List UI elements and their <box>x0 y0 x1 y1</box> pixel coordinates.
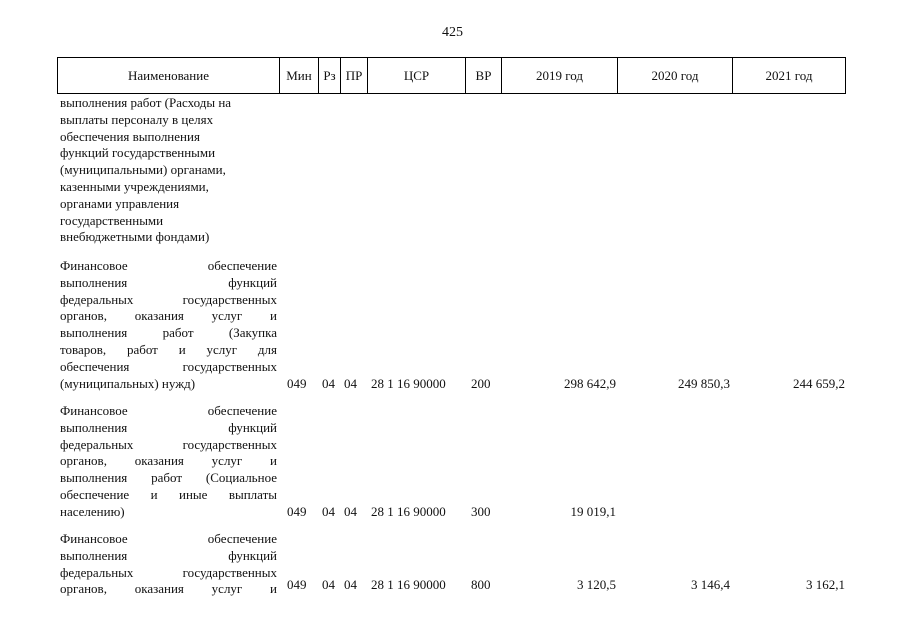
description-line: органами управления <box>60 195 180 211</box>
header-2019: 2019 год <box>501 58 617 93</box>
cell-pr: 04 <box>344 504 357 519</box>
table-row <box>0 375 905 392</box>
cell-csr: 28 1 16 90000 <box>371 376 446 391</box>
description-line: органов, оказания услуг и <box>60 453 277 469</box>
header-csr: ЦСР <box>367 58 465 93</box>
description-line: обеспечения государственных <box>60 358 277 374</box>
table-row <box>0 503 905 520</box>
description-line: выполнения работ (Расходы на <box>60 95 232 110</box>
description-line: государственными <box>60 212 164 228</box>
cell-csr: 28 1 16 90000 <box>371 504 446 519</box>
description-line: федеральных государственных <box>60 436 277 452</box>
description-line: Финансовое обеспечение <box>60 258 277 273</box>
header-2021: 2021 год <box>732 58 846 93</box>
table-row <box>0 576 905 593</box>
description-line: товаров, работ и услуг для <box>60 341 277 357</box>
cell-2021: 3 162,1 <box>806 577 845 592</box>
cell-vr: 800 <box>471 577 491 592</box>
cell-csr: 28 1 16 90000 <box>371 577 446 592</box>
cell-2019: 298 642,9 <box>564 376 616 391</box>
description-line: Финансовое обеспечение <box>60 403 277 418</box>
description-line: (муниципальных) нужд) <box>60 375 196 391</box>
header-rz: Рз <box>318 58 340 93</box>
description-line: внебюджетными фондами) <box>60 229 210 245</box>
cell-min: 049 <box>287 376 307 391</box>
description-line: выплаты персоналу в целях <box>60 111 214 127</box>
cell-pr: 04 <box>344 577 357 592</box>
page-number: 425 <box>442 25 463 40</box>
cell-vr: 200 <box>471 376 491 391</box>
cell-2021: 244 659,2 <box>793 376 845 391</box>
header-pr: ПР <box>340 58 367 93</box>
description-line: федеральных государственных <box>60 564 277 580</box>
description-line: выполнения работ (Закупка <box>60 325 277 341</box>
cell-vr: 300 <box>471 504 491 519</box>
description-line: (муниципальными) органами, <box>60 162 226 178</box>
table-row-description <box>60 95 277 246</box>
cell-rz: 04 <box>322 504 335 519</box>
description-line: федеральных государственных <box>60 291 277 307</box>
table-row-description <box>60 258 277 392</box>
description-line: казенными учреждениями, <box>60 178 209 194</box>
cell-min: 049 <box>287 504 307 519</box>
cell-2019: 3 120,5 <box>577 577 616 592</box>
description-line: выполнения функций <box>60 547 277 563</box>
cell-pr: 04 <box>344 376 357 391</box>
description-line: органов, оказания услуг и <box>60 308 277 324</box>
cell-2020: 249 850,3 <box>678 376 730 391</box>
cell-rz: 04 <box>322 577 335 592</box>
description-line: выполнения работ (Социальное <box>60 470 277 486</box>
description-line: обеспечение и иные выплаты <box>60 486 277 502</box>
description-line: выполнения функций <box>60 419 277 435</box>
cell-2020: 3 146,4 <box>691 577 730 592</box>
description-line: населению) <box>60 503 125 519</box>
cell-2019: 19 019,1 <box>570 504 616 519</box>
header-name: Наименование <box>57 58 279 93</box>
header-vr: ВР <box>465 58 501 93</box>
cell-min: 049 <box>287 577 307 592</box>
description-line: выполнения функций <box>60 274 277 290</box>
header-2020: 2020 год <box>617 58 732 93</box>
description-line: Финансовое обеспечение <box>60 531 277 546</box>
table-header <box>57 57 846 94</box>
description-line: обеспечения выполнения <box>60 128 200 144</box>
description-line: функций государственными <box>60 145 216 161</box>
description-line: органов, оказания услуг и <box>60 581 277 597</box>
header-min: Мин <box>279 58 318 93</box>
cell-rz: 04 <box>322 376 335 391</box>
